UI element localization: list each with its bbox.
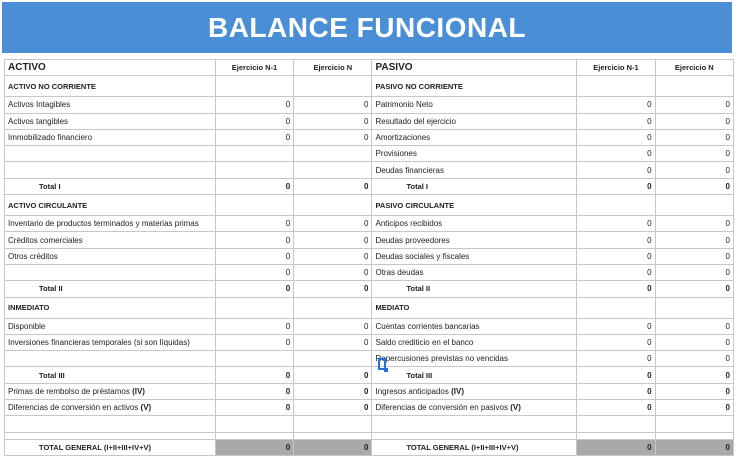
value-curr[interactable]: 0 — [294, 383, 372, 399]
total-prev[interactable]: 0 — [577, 178, 655, 194]
col-header-curr: Ejercicio N — [655, 60, 733, 76]
grand-total-row — [5, 439, 734, 455]
total-prev[interactable]: 0 — [215, 281, 293, 297]
grand-total-label: TOTAL GENERAL (I+II+III+IV+V) — [5, 439, 216, 455]
value-prev[interactable]: 0 — [215, 264, 293, 280]
value-prev[interactable]: 0 — [577, 318, 655, 334]
row-label[interactable]: Otras deudas — [372, 264, 577, 280]
grand-total-curr[interactable]: 0 — [655, 439, 733, 455]
value-prev[interactable]: 0 — [577, 162, 655, 178]
cell[interactable] — [655, 76, 733, 97]
row-label[interactable]: Deudas proveedores — [372, 232, 577, 248]
extra-suffix: (V) — [140, 403, 152, 413]
total-label: Total II — [5, 281, 216, 297]
value-prev[interactable]: 0 — [577, 383, 655, 399]
row-label[interactable]: Disponible — [5, 318, 216, 334]
table-row — [5, 97, 734, 113]
value-prev[interactable]: 0 — [215, 400, 293, 416]
value-prev[interactable]: 0 — [215, 216, 293, 232]
row-label[interactable]: Patrimonio Neto — [372, 97, 577, 113]
table-row — [5, 318, 734, 334]
grand-total-prev[interactable]: 0 — [215, 439, 293, 455]
value-prev[interactable]: 0 — [215, 334, 293, 350]
col-header-prev: Ejercicio N-1 — [577, 60, 655, 76]
value-curr[interactable]: 0 — [655, 334, 733, 350]
activo-header: ACTIVO — [5, 60, 216, 76]
table-row — [5, 264, 734, 280]
cell[interactable] — [215, 195, 293, 216]
total-curr[interactable]: 0 — [294, 281, 372, 297]
empty-cell[interactable] — [215, 416, 293, 432]
table-row — [5, 162, 734, 178]
total-prev[interactable]: 0 — [215, 178, 293, 194]
total-curr[interactable]: 0 — [655, 178, 733, 194]
value-prev[interactable] — [215, 351, 293, 367]
row-label[interactable]: Créditos comerciales — [5, 232, 216, 248]
section-title-row — [5, 76, 734, 97]
cell[interactable] — [294, 195, 372, 216]
total-label: Total I — [372, 178, 577, 194]
value-prev[interactable]: 0 — [577, 232, 655, 248]
row-label[interactable] — [5, 383, 216, 399]
cell[interactable] — [577, 297, 655, 318]
section-title: MEDIATO — [372, 297, 577, 318]
value-prev[interactable]: 0 — [577, 264, 655, 280]
row-label[interactable]: Deudas financieras — [372, 162, 577, 178]
row-label[interactable]: Deudas sociales y fiscales — [372, 248, 577, 264]
col-header-prev: Ejercicio N-1 — [215, 60, 293, 76]
section-title: ACTIVO CIRCULANTE — [5, 195, 216, 216]
cell[interactable] — [215, 76, 293, 97]
value-prev[interactable] — [215, 162, 293, 178]
value-curr[interactable]: 0 — [655, 264, 733, 280]
row-label[interactable] — [5, 146, 216, 162]
value-prev[interactable]: 0 — [577, 113, 655, 129]
total-prev[interactable]: 0 — [577, 281, 655, 297]
row-label[interactable]: Otros créditos — [5, 248, 216, 264]
row-label[interactable] — [5, 264, 216, 280]
total-prev[interactable]: 0 — [577, 367, 655, 383]
value-curr[interactable]: 0 — [294, 232, 372, 248]
empty-cell[interactable] — [372, 432, 577, 439]
value-prev[interactable]: 0 — [577, 216, 655, 232]
empty-cell[interactable] — [5, 432, 216, 439]
value-curr[interactable]: 0 — [294, 318, 372, 334]
row-label[interactable] — [372, 400, 577, 416]
empty-cell[interactable] — [577, 432, 655, 439]
extra-row — [5, 383, 734, 399]
extra-suffix: (V) — [510, 403, 521, 413]
value-prev[interactable]: 0 — [577, 146, 655, 162]
value-curr[interactable]: 0 — [294, 216, 372, 232]
empty-cell[interactable] — [5, 416, 216, 432]
total-row — [5, 281, 734, 297]
empty-cell[interactable] — [577, 416, 655, 432]
total-curr[interactable]: 0 — [294, 367, 372, 383]
value-prev[interactable]: 0 — [577, 351, 655, 367]
row-label[interactable]: Resultado del ejercicio — [372, 113, 577, 129]
row-label[interactable]: Provisiones — [372, 146, 577, 162]
cell[interactable] — [215, 297, 293, 318]
cell[interactable] — [294, 297, 372, 318]
table-row — [5, 113, 734, 129]
spacer-row — [5, 416, 734, 432]
total-curr[interactable]: 0 — [294, 178, 372, 194]
extra-label: Diferencias de conversión en pasivos — [375, 403, 508, 413]
value-prev[interactable]: 0 — [577, 248, 655, 264]
value-prev[interactable]: 0 — [215, 113, 293, 129]
total-prev[interactable]: 0 — [215, 367, 293, 383]
section-title: INMEDIATO — [5, 297, 216, 318]
total-row — [5, 367, 734, 383]
section-title: ACTIVO NO CORRIENTE — [5, 76, 216, 97]
value-prev[interactable]: 0 — [577, 334, 655, 350]
table-row — [5, 248, 734, 264]
section-title: PASIVO CIRCULANTE — [372, 195, 577, 216]
extra-label: Diferencias de conversión en activos — [8, 403, 139, 413]
extra-suffix: (IV) — [132, 386, 145, 396]
table-row — [5, 351, 734, 367]
value-curr[interactable]: 0 — [655, 216, 733, 232]
value-curr[interactable]: 0 — [655, 248, 733, 264]
value-curr[interactable]: 0 — [655, 351, 733, 367]
total-label: Total II — [372, 281, 577, 297]
grand-total-prev[interactable]: 0 — [577, 439, 655, 455]
sheet-title-banner — [2, 2, 732, 53]
table-row — [5, 216, 734, 232]
table-row — [5, 129, 734, 145]
grand-total-label: TOTAL GENERAL (I+II+III+IV+V) — [372, 439, 577, 455]
col-header-curr: Ejercicio N — [294, 60, 372, 76]
value-curr[interactable]: 0 — [655, 162, 733, 178]
row-label[interactable] — [372, 383, 577, 399]
table-row — [5, 334, 734, 350]
table-row — [5, 146, 734, 162]
section-title-row — [5, 297, 734, 318]
section-title: PASIVO NO CORRIENTE — [372, 76, 577, 97]
row-label[interactable]: Anticipos recibidos — [372, 216, 577, 232]
cell[interactable] — [577, 195, 655, 216]
row-label[interactable]: Cuentas corrientes bancarias — [372, 318, 577, 334]
empty-cell[interactable] — [655, 432, 733, 439]
sheet-title: BALANCE FUNCIONAL — [207, 12, 527, 43]
extra-row — [5, 400, 734, 416]
value-prev[interactable]: 0 — [215, 129, 293, 145]
value-prev[interactable]: 0 — [215, 248, 293, 264]
spacer-row — [5, 432, 734, 439]
row-label[interactable]: Activos tangibles — [5, 113, 216, 129]
row-label[interactable]: Amortizaciones — [372, 129, 577, 145]
row-label[interactable]: Inversiones financieras temporales (si son líquidas) — [5, 334, 216, 350]
value-curr[interactable] — [294, 351, 372, 367]
row-label[interactable] — [5, 162, 216, 178]
value-curr[interactable]: 0 — [294, 248, 372, 264]
section-title-row — [5, 195, 734, 216]
empty-cell[interactable] — [294, 416, 372, 432]
table-row — [5, 232, 734, 248]
row-label[interactable]: Saldo crediticio en el banco — [372, 334, 577, 350]
value-curr[interactable]: 0 — [655, 113, 733, 129]
value-prev[interactable]: 0 — [577, 129, 655, 145]
row-label[interactable] — [5, 400, 216, 416]
row-label[interactable]: Repercusiones previstas no vencidas — [372, 351, 577, 367]
total-row — [5, 178, 734, 194]
extra-suffix: (IV) — [451, 386, 464, 396]
value-curr[interactable]: 0 — [294, 400, 372, 416]
value-prev[interactable]: 0 — [215, 318, 293, 334]
value-curr[interactable]: 0 — [294, 264, 372, 280]
row-label[interactable]: Inventario de productos terminados y materias primas — [5, 216, 216, 232]
cell[interactable] — [655, 297, 733, 318]
header-row — [5, 60, 734, 76]
fill-handle[interactable] — [384, 368, 388, 372]
value-curr[interactable]: 0 — [655, 146, 733, 162]
grand-total-curr[interactable]: 0 — [294, 439, 372, 455]
empty-cell[interactable] — [372, 416, 577, 432]
value-curr[interactable]: 0 — [655, 318, 733, 334]
value-curr[interactable]: 0 — [294, 113, 372, 129]
value-prev[interactable]: 0 — [215, 232, 293, 248]
value-curr[interactable] — [294, 162, 372, 178]
row-label[interactable] — [5, 351, 216, 367]
value-prev[interactable]: 0 — [577, 400, 655, 416]
value-curr[interactable]: 0 — [655, 383, 733, 399]
value-prev[interactable]: 0 — [215, 383, 293, 399]
value-curr[interactable]: 0 — [655, 400, 733, 416]
value-curr[interactable]: 0 — [655, 232, 733, 248]
cell[interactable] — [294, 76, 372, 97]
total-curr[interactable]: 0 — [655, 281, 733, 297]
value-prev[interactable]: 0 — [215, 97, 293, 113]
empty-cell[interactable] — [294, 432, 372, 439]
total-curr[interactable]: 0 — [655, 367, 733, 383]
value-prev[interactable] — [215, 146, 293, 162]
value-curr[interactable]: 0 — [294, 97, 372, 113]
value-curr[interactable] — [294, 146, 372, 162]
value-curr[interactable]: 0 — [294, 129, 372, 145]
total-label: Total III — [372, 367, 577, 383]
extra-label: Ingresos anticipados — [375, 386, 449, 396]
balance-sheet-grid — [4, 59, 734, 456]
row-label[interactable]: Immobilizado financiero — [5, 129, 216, 145]
total-label: Total I — [5, 178, 216, 194]
value-prev[interactable]: 0 — [577, 97, 655, 113]
empty-cell[interactable] — [215, 432, 293, 439]
total-label: Total III — [5, 367, 216, 383]
pasivo-header: PASIVO — [372, 60, 577, 76]
extra-label: Primas de rembolso de préstamos — [8, 386, 130, 396]
value-curr[interactable]: 0 — [655, 97, 733, 113]
value-curr[interactable]: 0 — [294, 334, 372, 350]
cell[interactable] — [577, 76, 655, 97]
value-curr[interactable]: 0 — [655, 129, 733, 145]
cell[interactable] — [655, 195, 733, 216]
empty-cell[interactable] — [655, 416, 733, 432]
row-label[interactable]: Activos Intagibles — [5, 97, 216, 113]
